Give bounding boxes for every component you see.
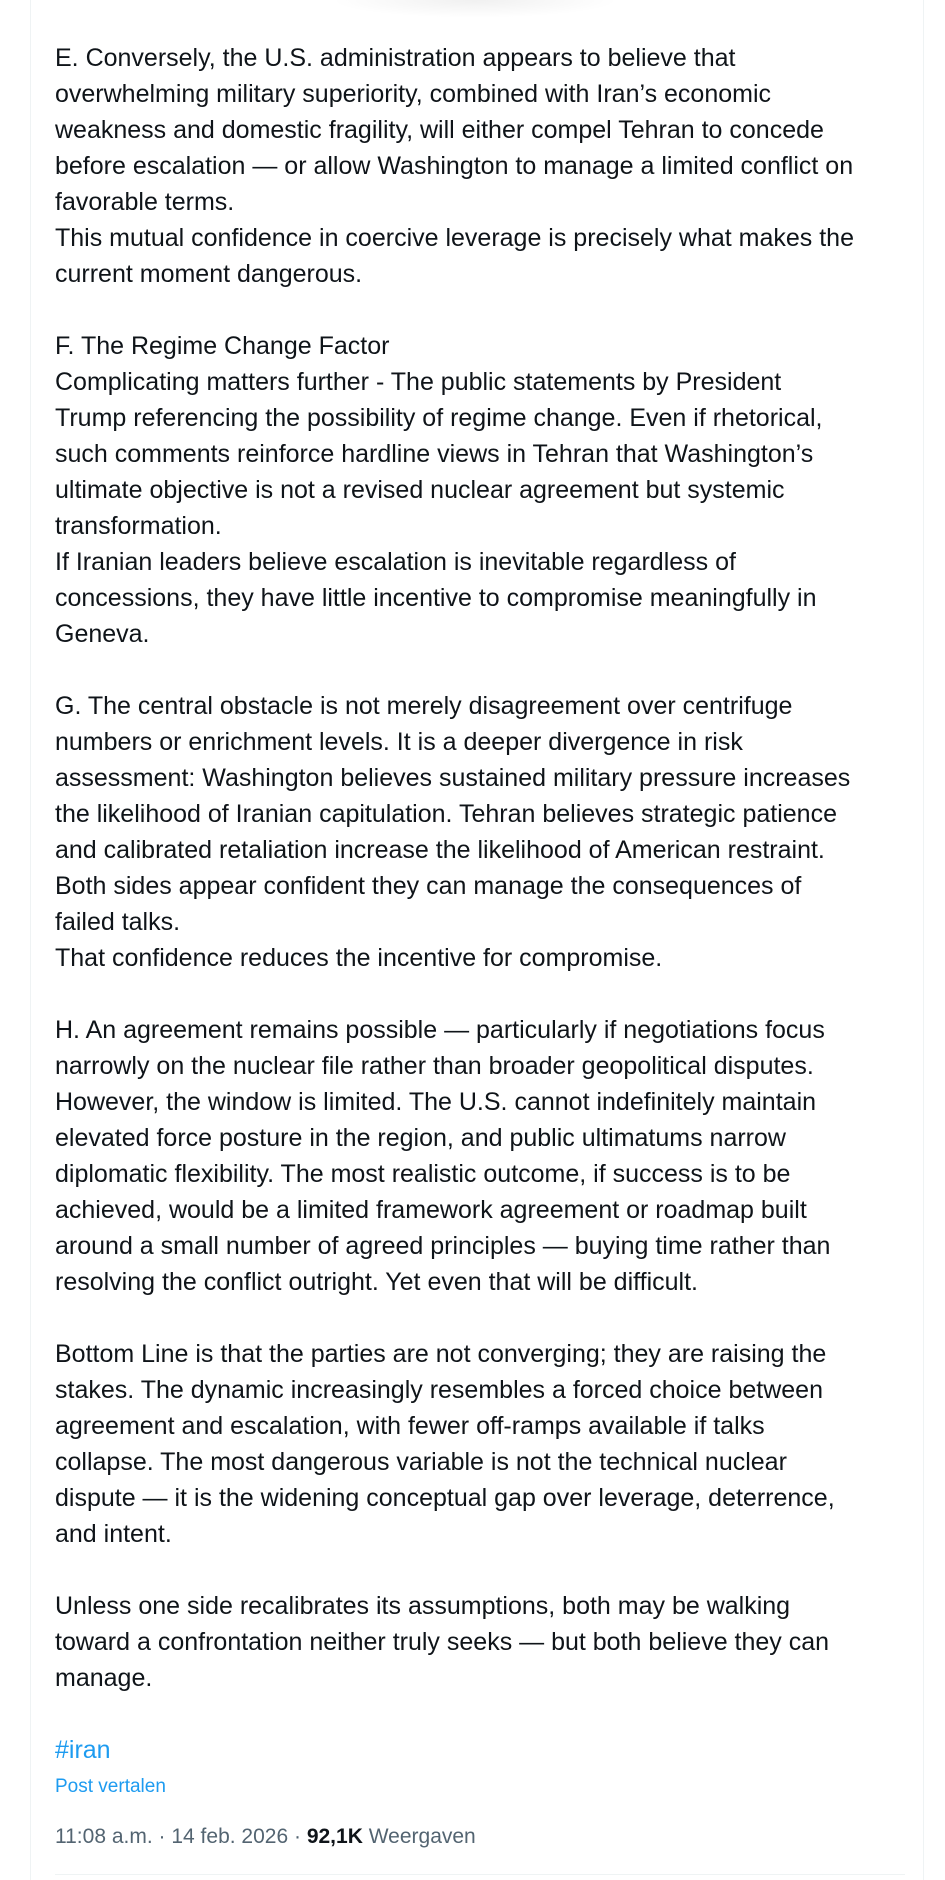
paragraph-f <box>55 328 915 652</box>
meta-separator: · <box>293 1825 301 1848</box>
paragraph-e <box>55 40 915 292</box>
views-label: Weergaven <box>368 1825 476 1848</box>
paragraph-line: around a small number of agreed principles — buying time rather than <box>55 1232 831 1260</box>
post-meta <box>55 1820 476 1854</box>
paragraph-line: manage. <box>55 1664 153 1692</box>
paragraph-bottom-line <box>55 1336 915 1552</box>
paragraph-line: Both sides appear confident they can manage the consequences of <box>55 872 802 900</box>
paragraph-line: before escalation — or allow Washington to manage a limited conflict on <box>55 152 854 180</box>
meta-separator: · <box>158 1825 166 1848</box>
paragraph-line: overwhelming military superiority, combined with Iran’s economic <box>55 80 772 108</box>
paragraph-line: That confidence reduces the incentive for compromise. <box>55 944 663 972</box>
paragraph-line: This mutual confidence in coercive leverage is precisely what makes the <box>55 224 854 252</box>
paragraph-line: numbers or enrichment levels. It is a deeper divergence in risk <box>55 728 743 756</box>
paragraph-line: Trump referencing the possibility of regime change. Even if rhetorical, <box>55 404 823 432</box>
paragraph-line: the likelihood of Iranian capitulation. Tehran believes strategic patience <box>55 800 837 828</box>
paragraph-line: toward a confrontation neither truly seeks — but both believe they can <box>55 1628 830 1656</box>
paragraph-line: concessions, they have little incentive to compromise meaningfully in <box>55 584 817 612</box>
paragraph-line: dispute — it is the widening conceptual gap over leverage, deterrence, <box>55 1484 835 1512</box>
paragraph-line: such comments reinforce hardline views in Tehran that Washington’s <box>55 440 814 468</box>
paragraph-line: favorable terms. <box>55 188 235 216</box>
paragraph-line: Geneva. <box>55 620 150 648</box>
paragraph-line: diplomatic flexibility. The most realistic outcome, if success is to be <box>55 1160 791 1188</box>
paragraph-line: elevated force posture in the region, and public ultimatums narrow <box>55 1124 786 1152</box>
paragraph-line: assessment: Washington believes sustained military pressure increases <box>55 764 851 792</box>
paragraph-line: F. The Regime Change Factor <box>55 332 390 360</box>
post-date[interactable]: 14 feb. 2026 <box>171 1825 289 1848</box>
paragraph-line: agreement and escalation, with fewer off-ramps available if talks <box>55 1412 765 1440</box>
paragraph-closing <box>55 1588 915 1696</box>
paragraph-h <box>55 1012 915 1300</box>
paragraph-line: and intent. <box>55 1520 172 1548</box>
paragraph-line: current moment dangerous. <box>55 260 363 288</box>
paragraph-line: E. Conversely, the U.S. administration appears to believe that <box>55 44 736 72</box>
hashtag-link[interactable]: #iran <box>55 1736 111 1764</box>
paragraph-line: However, the window is limited. The U.S. cannot indefinitely maintain <box>55 1088 817 1116</box>
paragraph-line: failed talks. <box>55 908 181 936</box>
paragraph-line: resolving the conflict outright. Yet even that will be difficult. <box>55 1268 698 1296</box>
paragraph-line: achieved, would be a limited framework agreement or roadmap built <box>55 1196 807 1224</box>
paragraph-line: transformation. <box>55 512 222 540</box>
views-count[interactable]: 92,1K <box>306 1825 363 1848</box>
paragraph-line: Unless one side recalibrates its assumptions, both may be walking <box>55 1592 791 1620</box>
paragraph-line: G. The central obstacle is not merely disagreement over centrifuge <box>55 692 793 720</box>
paragraph-line: weakness and domestic fragility, will either compel Tehran to concede <box>55 116 824 144</box>
paragraph-line: If Iranian leaders believe escalation is inevitable regardless of <box>55 548 736 576</box>
paragraph-line: Complicating matters further - The public statements by President <box>55 368 782 396</box>
paragraph-line: collapse. The most dangerous variable is not the technical nuclear <box>55 1448 787 1476</box>
paragraph-line: narrowly on the nuclear file rather than broader geopolitical disputes. <box>55 1052 814 1080</box>
paragraph-line: Bottom Line is that the parties are not converging; they are raising the <box>55 1340 827 1368</box>
post-time[interactable]: 11:08 a.m. <box>55 1825 153 1848</box>
paragraph-line: stakes. The dynamic increasingly resembles a forced choice between <box>55 1376 823 1404</box>
top-shadow <box>330 0 620 18</box>
paragraph-line: ultimate objective is not a revised nuclear agreement but systemic <box>55 476 785 504</box>
paragraph-g <box>55 688 915 976</box>
post-body-text <box>55 40 915 1732</box>
paragraph-line: H. An agreement remains possible — particularly if negotiations focus <box>55 1016 825 1044</box>
translate-post-button[interactable]: Post vertalen <box>55 1776 166 1797</box>
divider <box>55 1874 905 1875</box>
paragraph-line: and calibrated retaliation increase the likelihood of American restraint. <box>55 836 825 864</box>
